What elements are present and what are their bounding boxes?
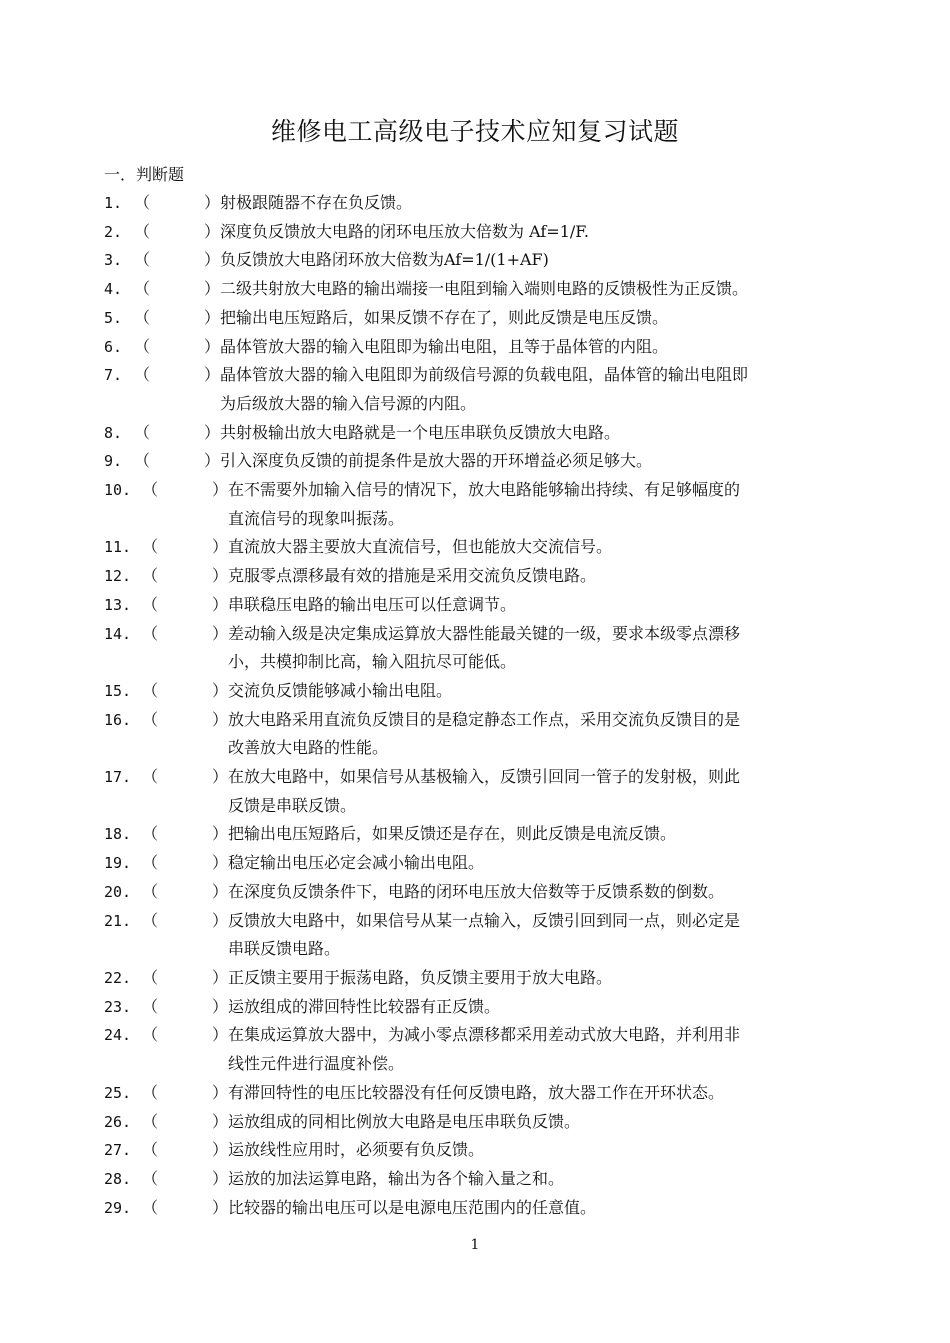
question-text-line: 克服零点漂移最有效的措施是采用交流负反馈电路。 — [228, 566, 597, 586]
question-number: 10. — [104, 481, 132, 500]
answer-blank-close: ） — [212, 1168, 229, 1188]
answer-blank-open: （ — [134, 336, 151, 356]
question-text-line: 深度负反馈放大电路的闭环电压放大倍数为 Af=1/F. — [220, 221, 589, 241]
question-item — [104, 1079, 864, 1108]
question-text — [228, 964, 864, 993]
question-number: 13. — [104, 595, 132, 614]
question-text — [228, 476, 864, 533]
answer-blank-open: （ — [142, 1197, 159, 1217]
question-item — [104, 476, 864, 533]
question-text-line: 串联稳压电路的输出电压可以任意调节。 — [228, 594, 517, 614]
question-text-line: 差动输入级是决定集成运算放大器性能最关键的一级，要求本级零点漂移 — [228, 623, 741, 643]
question-text-continuation: 改善放大电路的性能。 — [228, 738, 389, 758]
answer-blank-close: ） — [212, 1111, 229, 1131]
answer-blank-close: ） — [212, 480, 229, 500]
question-number: 2. — [104, 222, 123, 241]
answer-blank-open: （ — [142, 1082, 159, 1102]
answer-blank-open: （ — [142, 824, 159, 844]
question-text-line: 有滞回特性的电压比较器没有任何反馈电路，放大器工作在开环状态。 — [228, 1082, 725, 1102]
answer-blank-open: （ — [142, 1140, 159, 1160]
question-text-continuation: 直流信号的现象叫振荡。 — [228, 508, 405, 528]
question-item — [104, 333, 864, 362]
question-number: 24. — [104, 1026, 132, 1045]
answer-blank-close: ） — [212, 1197, 229, 1217]
question-text — [228, 820, 864, 849]
question-item — [104, 189, 864, 218]
question-number: 19. — [104, 854, 132, 873]
question-text — [228, 1108, 864, 1137]
question-number: 29. — [104, 1198, 132, 1217]
answer-blank-open: （ — [142, 594, 159, 614]
question-text-line: 引入深度负反馈的前提条件是放大器的开环增益必须足够大。 — [220, 451, 653, 471]
answer-blank-open: （ — [134, 250, 151, 270]
question-text — [220, 419, 864, 448]
question-number: 1. — [104, 194, 123, 212]
page-number: 1 — [470, 1237, 480, 1253]
question-number: 15. — [104, 681, 132, 700]
answer-blank-close: ） — [204, 193, 221, 212]
question-text-line: 运放的加法运算电路，输出为各个输入量之和。 — [228, 1168, 565, 1188]
answer-blank-open: （ — [142, 480, 159, 500]
answer-blank-close: ） — [212, 623, 229, 643]
answer-blank-close: ） — [204, 307, 221, 327]
question-item — [104, 1136, 864, 1165]
answer-blank-close: ） — [212, 881, 229, 901]
question-text — [220, 189, 864, 218]
question-text-continuation: 为后级放大器的输入信号源的内阻。 — [220, 393, 477, 413]
question-number: 28. — [104, 1169, 132, 1188]
answer-blank-close: ） — [212, 1140, 229, 1160]
question-text-line: 在不需要外加输入信号的情况下，放大电路能够输出持续、有足够幅度的 — [228, 480, 741, 500]
question-number: 20. — [104, 882, 132, 901]
question-text-line: 运放组成的同相比例放大电路是电压串联负反馈。 — [228, 1111, 581, 1131]
question-number: 7. — [104, 366, 123, 385]
question-text-line: 稳定输出电压必定会减小输出电阻。 — [228, 853, 485, 873]
question-text-line: 直流放大器主要放大直流信号，但也能放大交流信号。 — [228, 537, 613, 557]
question-text — [220, 275, 864, 304]
question-item — [104, 304, 864, 333]
question-text-line: 把输出电压短路后，如果反馈不存在了，则此反馈是电压反馈。 — [220, 307, 669, 327]
answer-blank-open: （ — [142, 623, 159, 643]
question-number: 22. — [104, 968, 132, 987]
question-number: 26. — [104, 1112, 132, 1131]
question-text-continuation: 线性元件进行温度补偿。 — [228, 1054, 405, 1074]
question-item — [104, 447, 864, 476]
answer-blank-open: （ — [142, 1111, 159, 1131]
question-text-line: 共射极输出放大电路就是一个电压串联负反馈放大电路。 — [220, 422, 621, 442]
question-text-line: 正反馈主要用于振荡电路，负反馈主要用于放大电路。 — [228, 967, 613, 987]
answer-blank-open: （ — [134, 279, 151, 299]
answer-blank-close: ） — [212, 537, 229, 557]
question-text — [228, 562, 864, 591]
question-text-line: 在集成运算放大器中，为减小零点漂移都采用差动式放大电路，并利用非 — [228, 1025, 741, 1045]
section-heading: 一．判断题 — [104, 165, 185, 184]
question-item — [104, 993, 864, 1022]
question-text-line: 交流负反馈能够减小输出电阻。 — [228, 680, 453, 700]
question-number: 11. — [104, 538, 132, 557]
question-text — [228, 849, 864, 878]
document-title: 维修电工高级电子技术应知复习试题 — [270, 117, 679, 146]
question-text — [220, 361, 864, 418]
answer-blank-close: ） — [204, 365, 221, 385]
answer-blank-close: ） — [212, 1082, 229, 1102]
answer-blank-close: ） — [212, 767, 229, 787]
question-text-line: 放大电路采用直流负反馈目的是稳定静态工作点，采用交流负反馈目的是 — [228, 709, 741, 729]
answer-blank-close: ） — [212, 996, 229, 1016]
question-number: 12. — [104, 567, 132, 586]
answer-blank-open: （ — [134, 422, 151, 442]
question-item — [104, 763, 864, 820]
question-item — [104, 878, 864, 907]
question-text — [220, 218, 864, 247]
answer-blank-close: ） — [212, 910, 229, 930]
answer-blank-open: （ — [142, 881, 159, 901]
question-item — [104, 820, 864, 849]
question-text — [228, 677, 864, 706]
question-item — [104, 1021, 864, 1078]
question-number: 16. — [104, 710, 132, 729]
question-text-continuation: 小，共模抑制比高，输入阻抗尽可能低。 — [228, 652, 517, 672]
question-number: 27. — [104, 1141, 132, 1160]
question-item — [104, 562, 864, 591]
answer-blank-open: （ — [142, 910, 159, 930]
question-item — [104, 533, 864, 562]
question-text — [228, 591, 864, 620]
answer-blank-open: （ — [142, 767, 159, 787]
question-item — [104, 275, 864, 304]
question-text — [228, 620, 864, 677]
question-item — [104, 849, 864, 878]
answer-blank-open: （ — [142, 853, 159, 873]
question-text-line: 把输出电压短路后，如果反馈还是存在，则此反馈是电流反馈。 — [228, 824, 677, 844]
question-number: 21. — [104, 911, 132, 930]
question-text-line: 运放线性应用时，必须要有负反馈。 — [228, 1140, 485, 1160]
question-text-line: 运放组成的滞回特性比较器有正反馈。 — [228, 996, 501, 1016]
question-item — [104, 591, 864, 620]
question-text — [228, 907, 864, 964]
answer-blank-close: ） — [212, 709, 229, 729]
answer-blank-close: ） — [212, 1025, 229, 1045]
answer-blank-open: （ — [142, 709, 159, 729]
answer-blank-close: ） — [212, 853, 229, 873]
question-text — [220, 447, 864, 476]
answer-blank-close: ） — [204, 221, 221, 241]
question-list — [104, 189, 864, 1222]
question-text-line: 射极跟随器不存在负反馈。 — [220, 193, 413, 212]
question-item — [104, 218, 864, 247]
question-text — [228, 763, 864, 820]
question-item — [104, 620, 864, 677]
question-number: 9. — [104, 452, 123, 471]
question-text-line: 反馈放大电路中，如果信号从某一点输入，反馈引回到同一点，则必定是 — [228, 910, 741, 930]
question-item — [104, 677, 864, 706]
question-text-line: 二级共射放大电路的输出端接一电阻到输入端则电路的反馈极性为正反馈。 — [220, 279, 749, 299]
question-text — [220, 333, 864, 362]
question-number: 23. — [104, 997, 132, 1016]
answer-blank-open: （ — [134, 193, 151, 212]
answer-blank-open: （ — [134, 365, 151, 385]
question-text-line: 晶体管放大器的输入电阻即为前级信号源的负载电阻，晶体管的输出电阻即 — [220, 365, 749, 385]
question-number: 8. — [104, 423, 123, 442]
question-item — [104, 1108, 864, 1137]
answer-blank-open: （ — [134, 451, 151, 471]
question-number: 25. — [104, 1083, 132, 1102]
answer-blank-open: （ — [142, 537, 159, 557]
question-text-continuation: 串联反馈电路。 — [228, 939, 341, 959]
answer-blank-open: （ — [142, 1168, 159, 1188]
question-text — [228, 706, 864, 763]
question-text — [228, 1021, 864, 1078]
question-text-line: 比较器的输出电压可以是电源电压范围内的任意值。 — [228, 1197, 597, 1217]
question-text — [220, 304, 864, 333]
question-number: 4. — [104, 280, 123, 299]
answer-blank-close: ） — [212, 967, 229, 987]
question-item — [104, 706, 864, 763]
question-item — [104, 1165, 864, 1194]
answer-blank-close: ） — [204, 422, 221, 442]
question-number: 3. — [104, 251, 123, 270]
answer-blank-open: （ — [134, 307, 151, 327]
answer-blank-close: ） — [204, 250, 221, 270]
question-text — [220, 246, 864, 275]
question-text-line: 负反馈放大电路闭环放大倍数为Af=1/(1+AF) — [220, 250, 549, 270]
question-item — [104, 361, 864, 418]
question-text — [228, 993, 864, 1022]
question-text — [228, 1136, 864, 1165]
answer-blank-close: ） — [204, 336, 221, 356]
question-item — [104, 246, 864, 275]
answer-blank-open: （ — [142, 1025, 159, 1045]
question-number: 14. — [104, 624, 132, 643]
question-text-line: 晶体管放大器的输入电阻即为输出电阻，且等于晶体管的内阻。 — [220, 336, 669, 356]
question-item — [104, 1194, 864, 1223]
answer-blank-close: ） — [212, 566, 229, 586]
answer-blank-open: （ — [142, 680, 159, 700]
answer-blank-close: ） — [212, 594, 229, 614]
question-item — [104, 964, 864, 993]
question-text — [228, 533, 864, 562]
answer-blank-close: ） — [204, 451, 221, 471]
answer-blank-open: （ — [142, 566, 159, 586]
answer-blank-open: （ — [142, 967, 159, 987]
answer-blank-close: ） — [212, 824, 229, 844]
question-text-line: 在放大电路中，如果信号从基极输入，反馈引回同一管子的发射极，则此 — [228, 767, 741, 787]
answer-blank-open: （ — [142, 996, 159, 1016]
question-number: 17. — [104, 768, 132, 787]
question-text — [228, 1165, 864, 1194]
question-number: 18. — [104, 825, 132, 844]
question-item — [104, 419, 864, 448]
question-text — [228, 1194, 864, 1223]
answer-blank-close: ） — [212, 680, 229, 700]
question-text — [228, 878, 864, 907]
question-text-continuation: 反馈是串联反馈。 — [228, 795, 357, 815]
question-number: 6. — [104, 337, 123, 356]
question-number: 5. — [104, 308, 123, 327]
answer-blank-close: ） — [204, 279, 221, 299]
answer-blank-open: （ — [134, 221, 151, 241]
question-text-line: 在深度负反馈条件下，电路的闭环电压放大倍数等于反馈系数的倒数。 — [228, 881, 725, 901]
question-text — [228, 1079, 864, 1108]
question-item — [104, 907, 864, 964]
